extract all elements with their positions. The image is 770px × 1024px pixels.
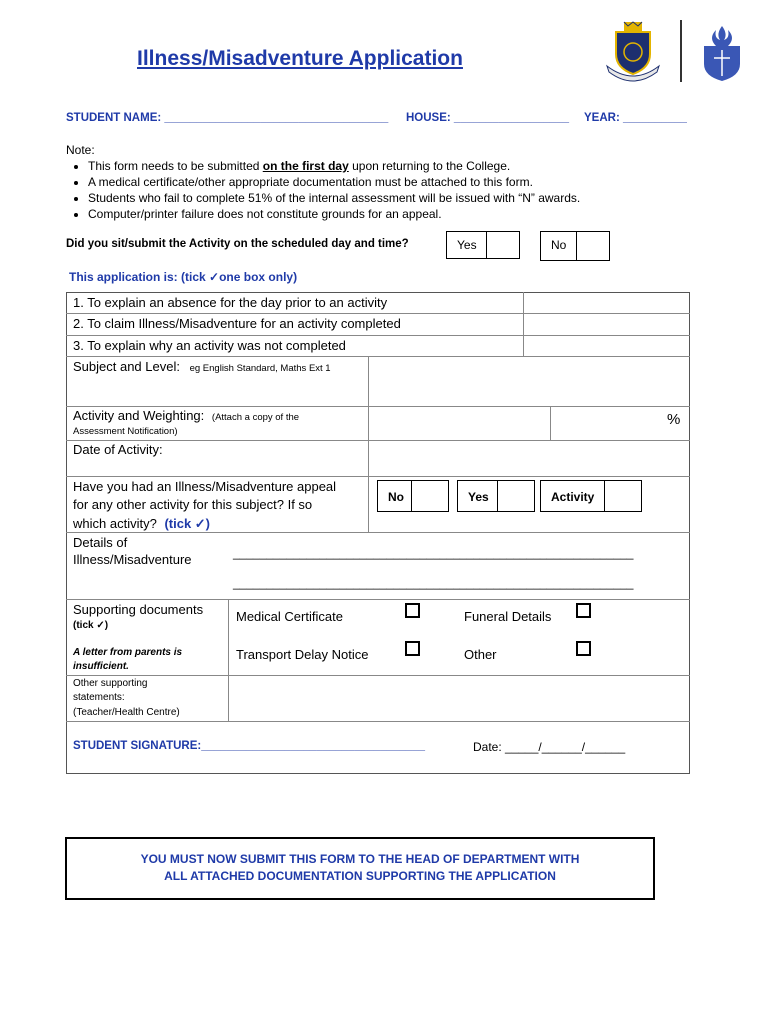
note-label: Note: <box>66 143 95 157</box>
transport-delay-checkbox[interactable] <box>405 641 420 656</box>
sit-question: Did you sit/submit the Activity on the scheduled day and time? <box>66 238 409 250</box>
other-checkbox[interactable] <box>576 641 591 656</box>
notes-list <box>66 159 580 222</box>
student-name-field[interactable]: STUDENT NAME: ___________________________________ <box>66 112 389 124</box>
details-label-line2: Illness/Misadventure <box>73 552 192 567</box>
application-type-heading: This application is: (tick ✓one box only) <box>69 270 298 284</box>
transport-delay-label: Transport Delay Notice <box>236 647 369 662</box>
medical-certificate-checkbox[interactable] <box>405 603 420 618</box>
supporting-docs-label: Supporting documents <box>73 602 204 617</box>
prior-appeal-question-line1: Have you had an Illness/Misadventure appeal <box>73 479 337 494</box>
other-statements-label-1: Other supporting <box>73 678 148 689</box>
funeral-details-label: Funeral Details <box>464 609 552 624</box>
option-3-tick-cell[interactable] <box>524 336 689 356</box>
note-item: • A medical certificate/other appropriate documentation must be attached to this form. <box>88 175 580 190</box>
details-line-2[interactable]: ____________________________________________________________ <box>233 576 634 590</box>
parent-letter-warning-2: insufficient. <box>73 661 129 672</box>
submission-notice <box>65 837 655 900</box>
date-of-activity-label: Date of Activity: <box>73 442 163 457</box>
prior-appeal-question-line3: which activity? (tick ✓) <box>73 516 211 531</box>
note-item: • Students who fail to complete 51% of the internal assessment will be issued with “N” awards. <box>88 191 580 206</box>
funeral-details-checkbox[interactable] <box>576 603 591 618</box>
date-of-activity-input[interactable] <box>370 442 689 475</box>
year-field[interactable]: YEAR: __________ <box>584 112 687 124</box>
other-statements-label-3: (Teacher/Health Centre) <box>73 707 180 718</box>
weighting-input[interactable] <box>552 408 662 439</box>
supporting-docs-tick: (tick ✓) <box>73 620 109 631</box>
option-2-tick-cell[interactable] <box>524 314 689 335</box>
option-not-completed: 3. To explain why an activity was not completed <box>73 338 346 353</box>
prior-appeal-question-line2: for any other activity for this subject? If so <box>73 497 313 512</box>
details-label-line1: Details of <box>73 535 128 550</box>
notice-line-2: ALL ATTACHED DOCUMENTATION SUPPORTING THE APPLICATION <box>164 869 556 883</box>
note-item: • Computer/printer failure does not constitute grounds for an appeal. <box>88 207 580 222</box>
details-line-1[interactable]: ____________________________________________________________ <box>233 546 634 560</box>
option-absence-prior: 1. To explain an absence for the day prior to an activity <box>73 295 388 310</box>
other-label: Other <box>464 647 497 662</box>
sit-yes-checkbox[interactable]: Yes <box>446 231 520 259</box>
notes-section <box>66 143 580 223</box>
form-title: Illness/Misadventure Application <box>137 47 463 70</box>
college-crest-logo <box>604 20 662 84</box>
student-signature-field[interactable]: STUDENT SIGNATURE:___________________________________ <box>73 740 426 752</box>
parent-letter-warning: A letter from parents is <box>73 647 183 658</box>
prior-appeal-activity-field[interactable]: Activity <box>540 480 642 512</box>
percent-sign: % <box>667 411 681 428</box>
house-field[interactable]: HOUSE: __________________ <box>406 112 570 124</box>
subject-level-label: Subject and Level: eg English Standard, Maths Ext 1 <box>73 359 331 374</box>
logo-divider <box>680 20 682 82</box>
subject-level-hint: eg English Standard, Maths Ext 1 <box>189 363 331 374</box>
prior-appeal-no-checkbox[interactable]: No <box>377 480 449 512</box>
other-statements-input[interactable] <box>230 677 689 720</box>
note-item: • This form needs to be submitted on the first day upon returning to the College. <box>88 159 580 174</box>
flame-shield-logo <box>700 24 744 82</box>
prior-appeal-yes-checkbox[interactable]: Yes <box>457 480 535 512</box>
subject-level-input[interactable] <box>370 358 689 405</box>
sit-no-checkbox[interactable]: No <box>540 231 610 261</box>
activity-weighting-label: Activity and Weighting: (Attach a copy of the <box>73 408 300 423</box>
activity-input[interactable] <box>370 408 548 439</box>
option-1-tick-cell[interactable] <box>524 293 689 313</box>
other-statements-label-2: statements: <box>73 692 125 703</box>
option-claim-completed: 2. To claim Illness/Misadventure for an activity completed <box>73 316 401 331</box>
notice-line-1: YOU MUST NOW SUBMIT THIS FORM TO THE HEAD OF DEPARTMENT WITH <box>140 852 580 866</box>
medical-certificate-label: Medical Certificate <box>236 609 343 624</box>
date-field[interactable]: Date: _____/______/______ <box>473 740 626 754</box>
activity-weighting-hint: Assessment Notification) <box>73 426 178 437</box>
